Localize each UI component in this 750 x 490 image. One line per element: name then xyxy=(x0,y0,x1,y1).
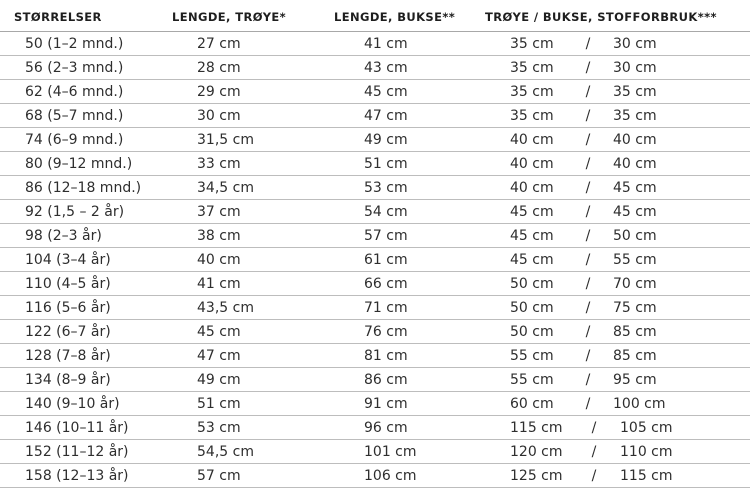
cell-shirt-length: 53 cm xyxy=(197,420,241,436)
cell-fabric-pants: 40 cm xyxy=(613,156,657,172)
cell-fabric-shirt: 35 cm xyxy=(510,60,554,76)
cell-fabric-pants: 115 cm xyxy=(620,468,673,484)
cell-size: 152 (11–12 år) xyxy=(25,444,129,460)
cell-pants-length: 54 cm xyxy=(364,204,408,220)
cell-separator: / xyxy=(585,156,591,172)
cell-fabric-pants: 45 cm xyxy=(613,204,657,220)
cell-separator: / xyxy=(585,36,591,52)
table-row xyxy=(0,416,750,440)
cell-separator: / xyxy=(585,180,591,196)
cell-size: 80 (9–12 mnd.) xyxy=(25,156,133,172)
table-row xyxy=(0,368,750,392)
cell-separator: / xyxy=(585,204,591,220)
cell-size: 86 (12–18 mnd.) xyxy=(25,180,142,196)
cell-fabric-pants: 85 cm xyxy=(613,324,657,340)
cell-shirt-length: 41 cm xyxy=(197,276,241,292)
cell-separator: / xyxy=(585,132,591,148)
cell-pants-length: 76 cm xyxy=(364,324,408,340)
cell-fabric-shirt: 35 cm xyxy=(510,36,554,52)
cell-fabric-shirt: 45 cm xyxy=(510,252,554,268)
cell-separator: / xyxy=(585,348,591,364)
cell-fabric-pants: 75 cm xyxy=(613,300,657,316)
cell-fabric-shirt: 50 cm xyxy=(510,276,554,292)
cell-shirt-length: 30 cm xyxy=(197,108,241,124)
cell-pants-length: 106 cm xyxy=(364,468,417,484)
cell-pants-length: 71 cm xyxy=(364,300,408,316)
cell-pants-length: 47 cm xyxy=(364,108,408,124)
cell-fabric-pants: 55 cm xyxy=(613,252,657,268)
cell-size: 98 (2–3 år) xyxy=(25,228,102,244)
header-size: STØRRELSER xyxy=(14,10,102,24)
table-row xyxy=(0,272,750,296)
cell-fabric-shirt: 55 cm xyxy=(510,372,554,388)
cell-shirt-length: 33 cm xyxy=(197,156,241,172)
cell-fabric-pants: 30 cm xyxy=(613,60,657,76)
cell-separator: / xyxy=(591,468,597,484)
cell-pants-length: 51 cm xyxy=(364,156,408,172)
cell-shirt-length: 29 cm xyxy=(197,84,241,100)
cell-size: 68 (5–7 mnd.) xyxy=(25,108,124,124)
table-row xyxy=(0,80,750,104)
cell-pants-length: 41 cm xyxy=(364,36,408,52)
cell-shirt-length: 34,5 cm xyxy=(197,180,254,196)
cell-fabric-pants: 50 cm xyxy=(613,228,657,244)
table-row xyxy=(0,32,750,56)
cell-shirt-length: 49 cm xyxy=(197,372,241,388)
cell-fabric-shirt: 115 cm xyxy=(510,420,563,436)
cell-size: 116 (5–6 år) xyxy=(25,300,111,316)
cell-shirt-length: 47 cm xyxy=(197,348,241,364)
cell-fabric-pants: 30 cm xyxy=(613,36,657,52)
cell-fabric-pants: 85 cm xyxy=(613,348,657,364)
cell-fabric-pants: 40 cm xyxy=(613,132,657,148)
cell-fabric-pants: 105 cm xyxy=(620,420,673,436)
cell-shirt-length: 54,5 cm xyxy=(197,444,254,460)
cell-size: 110 (4–5 år) xyxy=(25,276,111,292)
table-row xyxy=(0,176,750,200)
cell-shirt-length: 43,5 cm xyxy=(197,300,254,316)
table-row xyxy=(0,344,750,368)
cell-separator: / xyxy=(585,324,591,340)
cell-pants-length: 96 cm xyxy=(364,420,408,436)
cell-shirt-length: 38 cm xyxy=(197,228,241,244)
cell-size: 134 (8–9 år) xyxy=(25,372,111,388)
cell-separator: / xyxy=(585,84,591,100)
cell-size: 104 (3–4 år) xyxy=(25,252,111,268)
table-row xyxy=(0,464,750,488)
cell-separator: / xyxy=(585,396,591,412)
cell-shirt-length: 28 cm xyxy=(197,60,241,76)
table-row xyxy=(0,392,750,416)
table-row xyxy=(0,152,750,176)
cell-shirt-length: 27 cm xyxy=(197,36,241,52)
cell-separator: / xyxy=(591,420,597,436)
table-row xyxy=(0,128,750,152)
cell-size: 140 (9–10 år) xyxy=(25,396,120,412)
cell-shirt-length: 51 cm xyxy=(197,396,241,412)
cell-separator: / xyxy=(585,228,591,244)
cell-pants-length: 43 cm xyxy=(364,60,408,76)
cell-pants-length: 66 cm xyxy=(364,276,408,292)
cell-fabric-pants: 35 cm xyxy=(613,84,657,100)
cell-pants-length: 91 cm xyxy=(364,396,408,412)
cell-pants-length: 49 cm xyxy=(364,132,408,148)
cell-pants-length: 61 cm xyxy=(364,252,408,268)
cell-separator: / xyxy=(585,60,591,76)
cell-size: 158 (12–13 år) xyxy=(25,468,129,484)
cell-fabric-shirt: 120 cm xyxy=(510,444,563,460)
cell-fabric-shirt: 50 cm xyxy=(510,324,554,340)
table-row xyxy=(0,224,750,248)
cell-separator: / xyxy=(585,300,591,316)
cell-size: 62 (4–6 mnd.) xyxy=(25,84,124,100)
cell-size: 92 (1,5 – 2 år) xyxy=(25,204,125,220)
cell-pants-length: 86 cm xyxy=(364,372,408,388)
cell-pants-length: 101 cm xyxy=(364,444,417,460)
cell-separator: / xyxy=(585,276,591,292)
cell-fabric-pants: 100 cm xyxy=(613,396,666,412)
header-pants-length: LENGDE, BUKSE** xyxy=(334,10,456,24)
cell-size: 122 (6–7 år) xyxy=(25,324,111,340)
table-row xyxy=(0,56,750,80)
header-shirt-length: LENGDE, TRØYE* xyxy=(172,10,287,24)
cell-shirt-length: 45 cm xyxy=(197,324,241,340)
cell-pants-length: 53 cm xyxy=(364,180,408,196)
cell-size: 146 (10–11 år) xyxy=(25,420,129,436)
table-row xyxy=(0,320,750,344)
cell-fabric-shirt: 55 cm xyxy=(510,348,554,364)
cell-fabric-shirt: 40 cm xyxy=(510,180,554,196)
table-header xyxy=(0,0,750,32)
table-row xyxy=(0,248,750,272)
cell-separator: / xyxy=(591,444,597,460)
cell-separator: / xyxy=(585,252,591,268)
cell-fabric-pants: 45 cm xyxy=(613,180,657,196)
cell-separator: / xyxy=(585,372,591,388)
cell-fabric-pants: 110 cm xyxy=(620,444,673,460)
header-fabric-usage: TRØYE / BUKSE, STOFFORBRUK*** xyxy=(485,10,717,24)
cell-fabric-pants: 35 cm xyxy=(613,108,657,124)
cell-fabric-shirt: 125 cm xyxy=(510,468,563,484)
cell-size: 50 (1–2 mnd.) xyxy=(25,36,124,52)
cell-fabric-shirt: 35 cm xyxy=(510,84,554,100)
cell-fabric-shirt: 50 cm xyxy=(510,300,554,316)
cell-fabric-shirt: 40 cm xyxy=(510,156,554,172)
cell-pants-length: 57 cm xyxy=(364,228,408,244)
table-row xyxy=(0,200,750,224)
cell-fabric-shirt: 40 cm xyxy=(510,132,554,148)
cell-fabric-shirt: 45 cm xyxy=(510,204,554,220)
cell-fabric-shirt: 35 cm xyxy=(510,108,554,124)
cell-size: 128 (7–8 år) xyxy=(25,348,111,364)
cell-shirt-length: 57 cm xyxy=(197,468,241,484)
cell-fabric-pants: 70 cm xyxy=(613,276,657,292)
cell-pants-length: 81 cm xyxy=(364,348,408,364)
cell-separator: / xyxy=(585,108,591,124)
cell-shirt-length: 37 cm xyxy=(197,204,241,220)
cell-fabric-shirt: 45 cm xyxy=(510,228,554,244)
cell-fabric-pants: 95 cm xyxy=(613,372,657,388)
cell-size: 56 (2–3 mnd.) xyxy=(25,60,124,76)
cell-shirt-length: 31,5 cm xyxy=(197,132,254,148)
cell-pants-length: 45 cm xyxy=(364,84,408,100)
cell-fabric-shirt: 60 cm xyxy=(510,396,554,412)
table-row xyxy=(0,296,750,320)
table-body xyxy=(0,32,750,488)
cell-shirt-length: 40 cm xyxy=(197,252,241,268)
table-row xyxy=(0,440,750,464)
cell-size: 74 (6–9 mnd.) xyxy=(25,132,124,148)
table-row xyxy=(0,104,750,128)
